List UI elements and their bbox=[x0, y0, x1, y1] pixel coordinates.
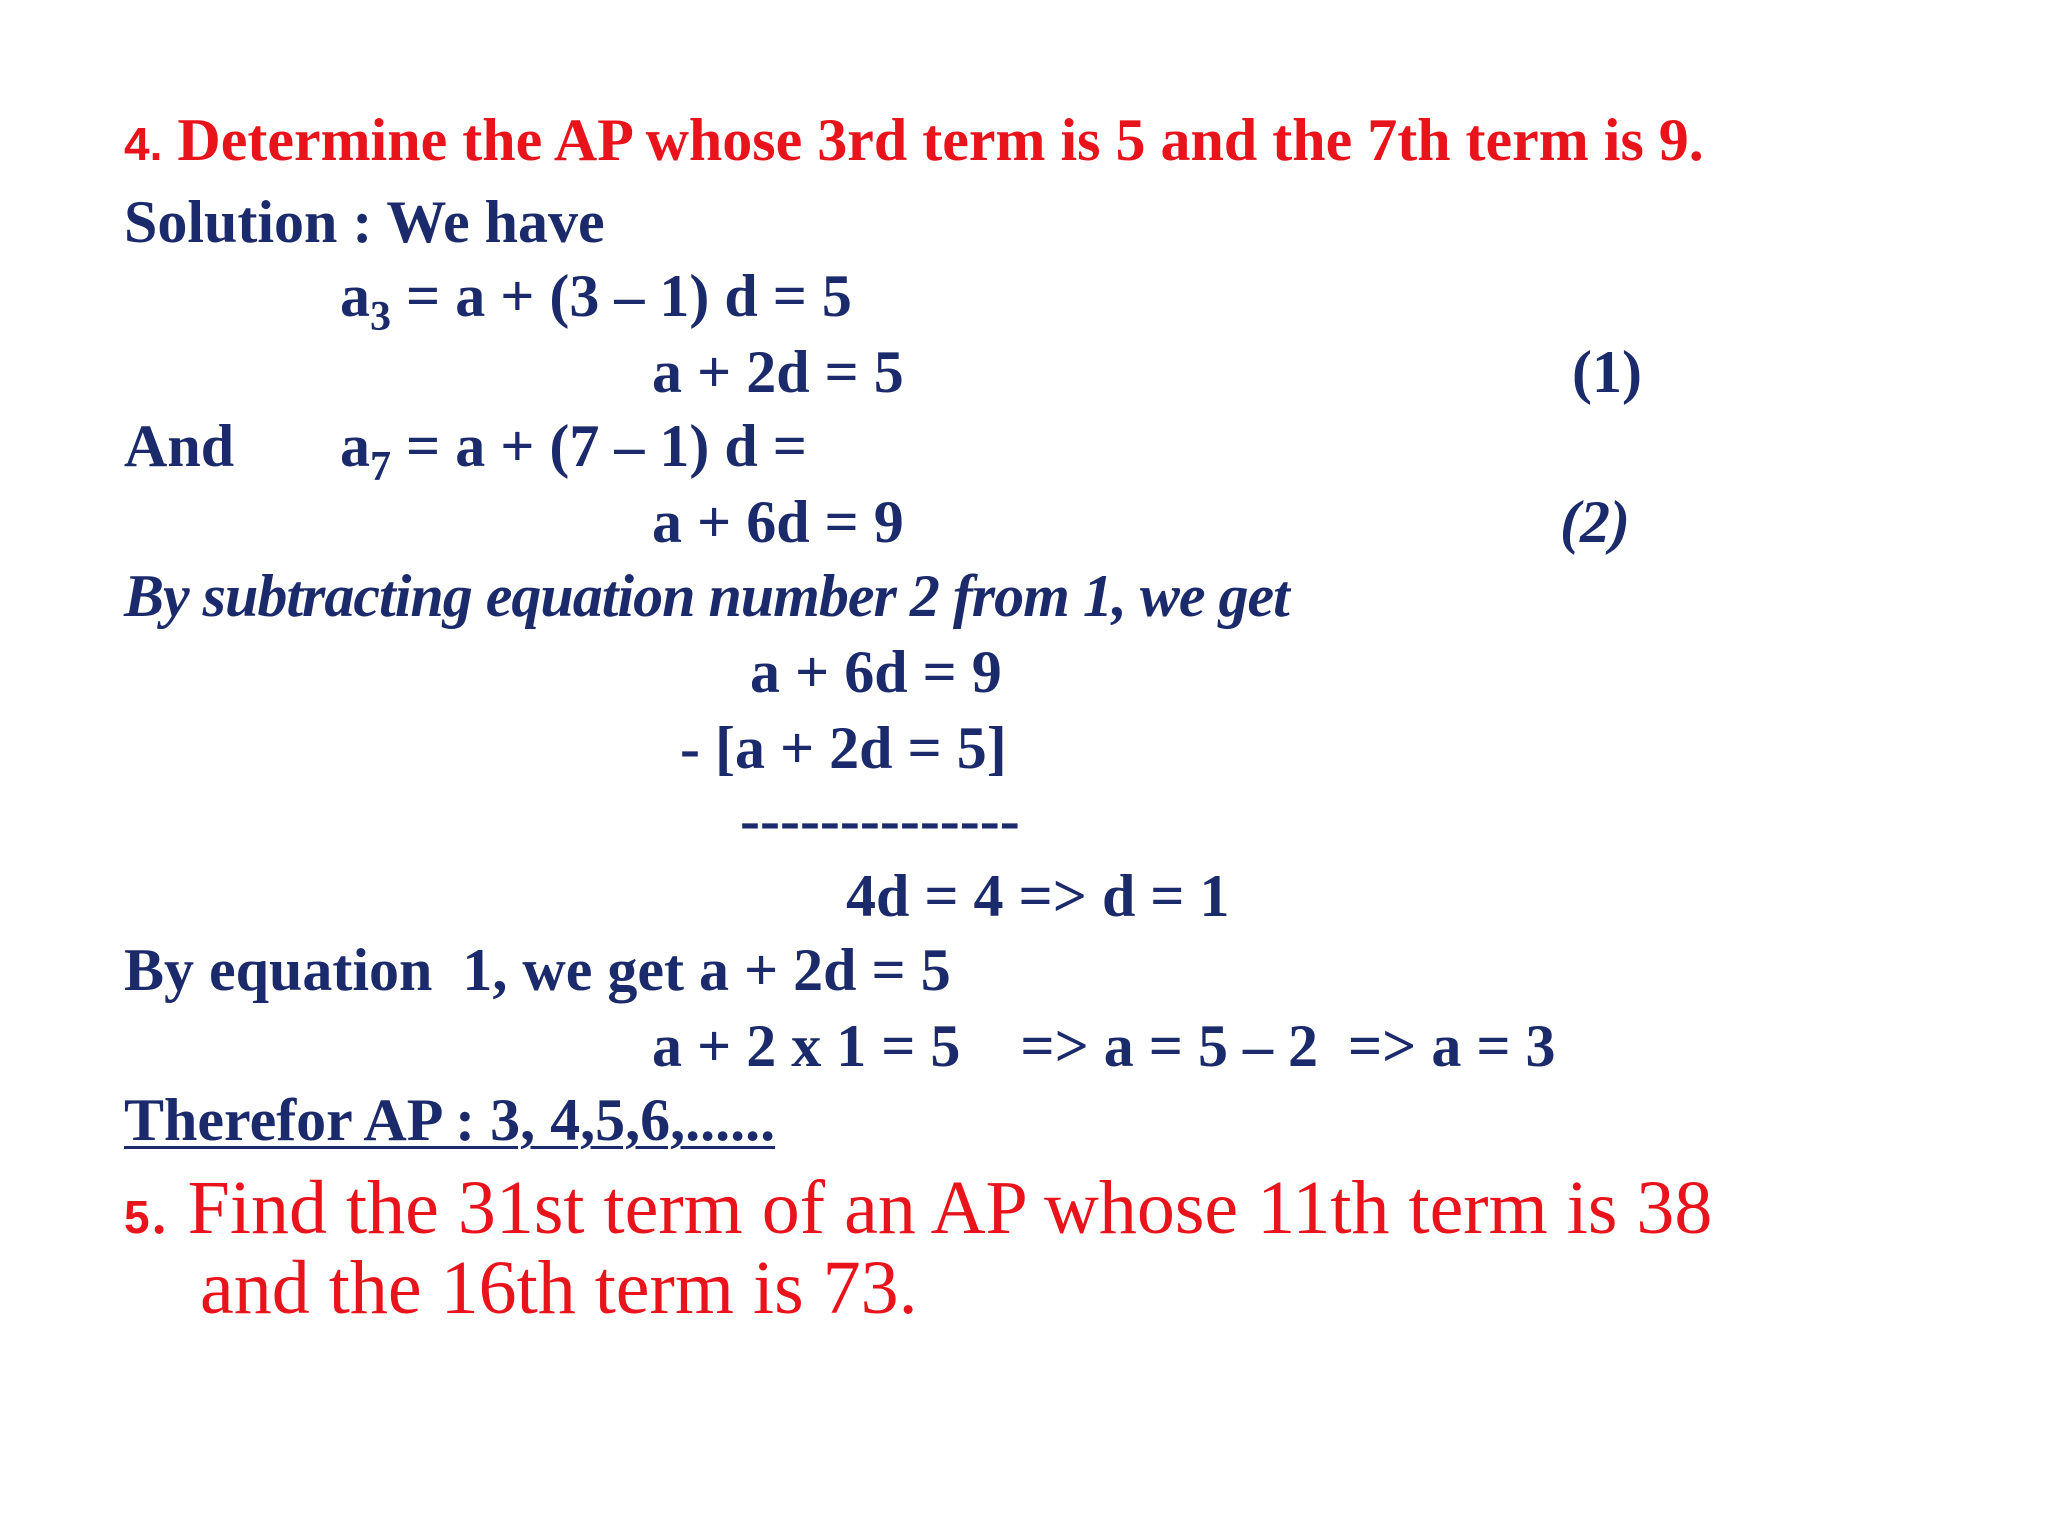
problem-5-number: 5 bbox=[124, 1191, 150, 1243]
equation-a7 bbox=[340, 413, 807, 490]
solution-heading: Solution : We have bbox=[124, 189, 605, 255]
problem-5-line-2: and the 16th term is 73. bbox=[200, 1246, 918, 1330]
a3-prefix: a bbox=[340, 263, 370, 329]
a3-rest: = a + (3 – 1) d = 5 bbox=[391, 263, 852, 329]
problem-5-dot: . bbox=[149, 1166, 169, 1250]
result-d: 4d = 4 => d = 1 bbox=[846, 863, 1230, 929]
problem-4-title bbox=[124, 107, 1704, 173]
subtract-note: By subtracting equation number 2 from 1, we get bbox=[124, 563, 1289, 629]
subtraction-line-2: - [a + 2d = 5] bbox=[680, 715, 1007, 781]
equation-2-simplified: a + 6d = 9 bbox=[652, 489, 904, 555]
equation-1-label: (1) bbox=[1572, 339, 1642, 405]
problem-5-line-1 bbox=[124, 1166, 1713, 1250]
equation-2-label: (2) bbox=[1560, 489, 1630, 555]
a7-rest: = a + (7 – 1) d = bbox=[391, 413, 807, 479]
equation-1-simplified: a + 2d = 5 bbox=[652, 339, 904, 405]
problem-5-text-1: Find the 31st term of an AP whose 11th term is 38 bbox=[187, 1166, 1713, 1250]
problem-4-number: 4. bbox=[124, 118, 163, 170]
subtraction-line-1: a + 6d = 9 bbox=[750, 639, 1002, 705]
and-label: And bbox=[124, 413, 235, 479]
problem-4-text: Determine the AP whose 3rd term is 5 and the 7th term is 9. bbox=[177, 107, 1704, 173]
subtraction-divider: -------------- bbox=[740, 787, 1020, 853]
conclusion: Therefor AP : 3, 4,5,6,...... bbox=[124, 1087, 776, 1153]
by-equation-1: By equation 1, we get a + 2d = 5 bbox=[124, 937, 951, 1003]
a7-prefix: a bbox=[340, 413, 370, 479]
equation-a3 bbox=[340, 263, 852, 340]
solve-a: a + 2 x 1 = 5 => a = 5 – 2 => a = 3 bbox=[652, 1013, 1556, 1079]
a3-subscript: 3 bbox=[370, 294, 391, 340]
a7-subscript: 7 bbox=[370, 444, 391, 490]
